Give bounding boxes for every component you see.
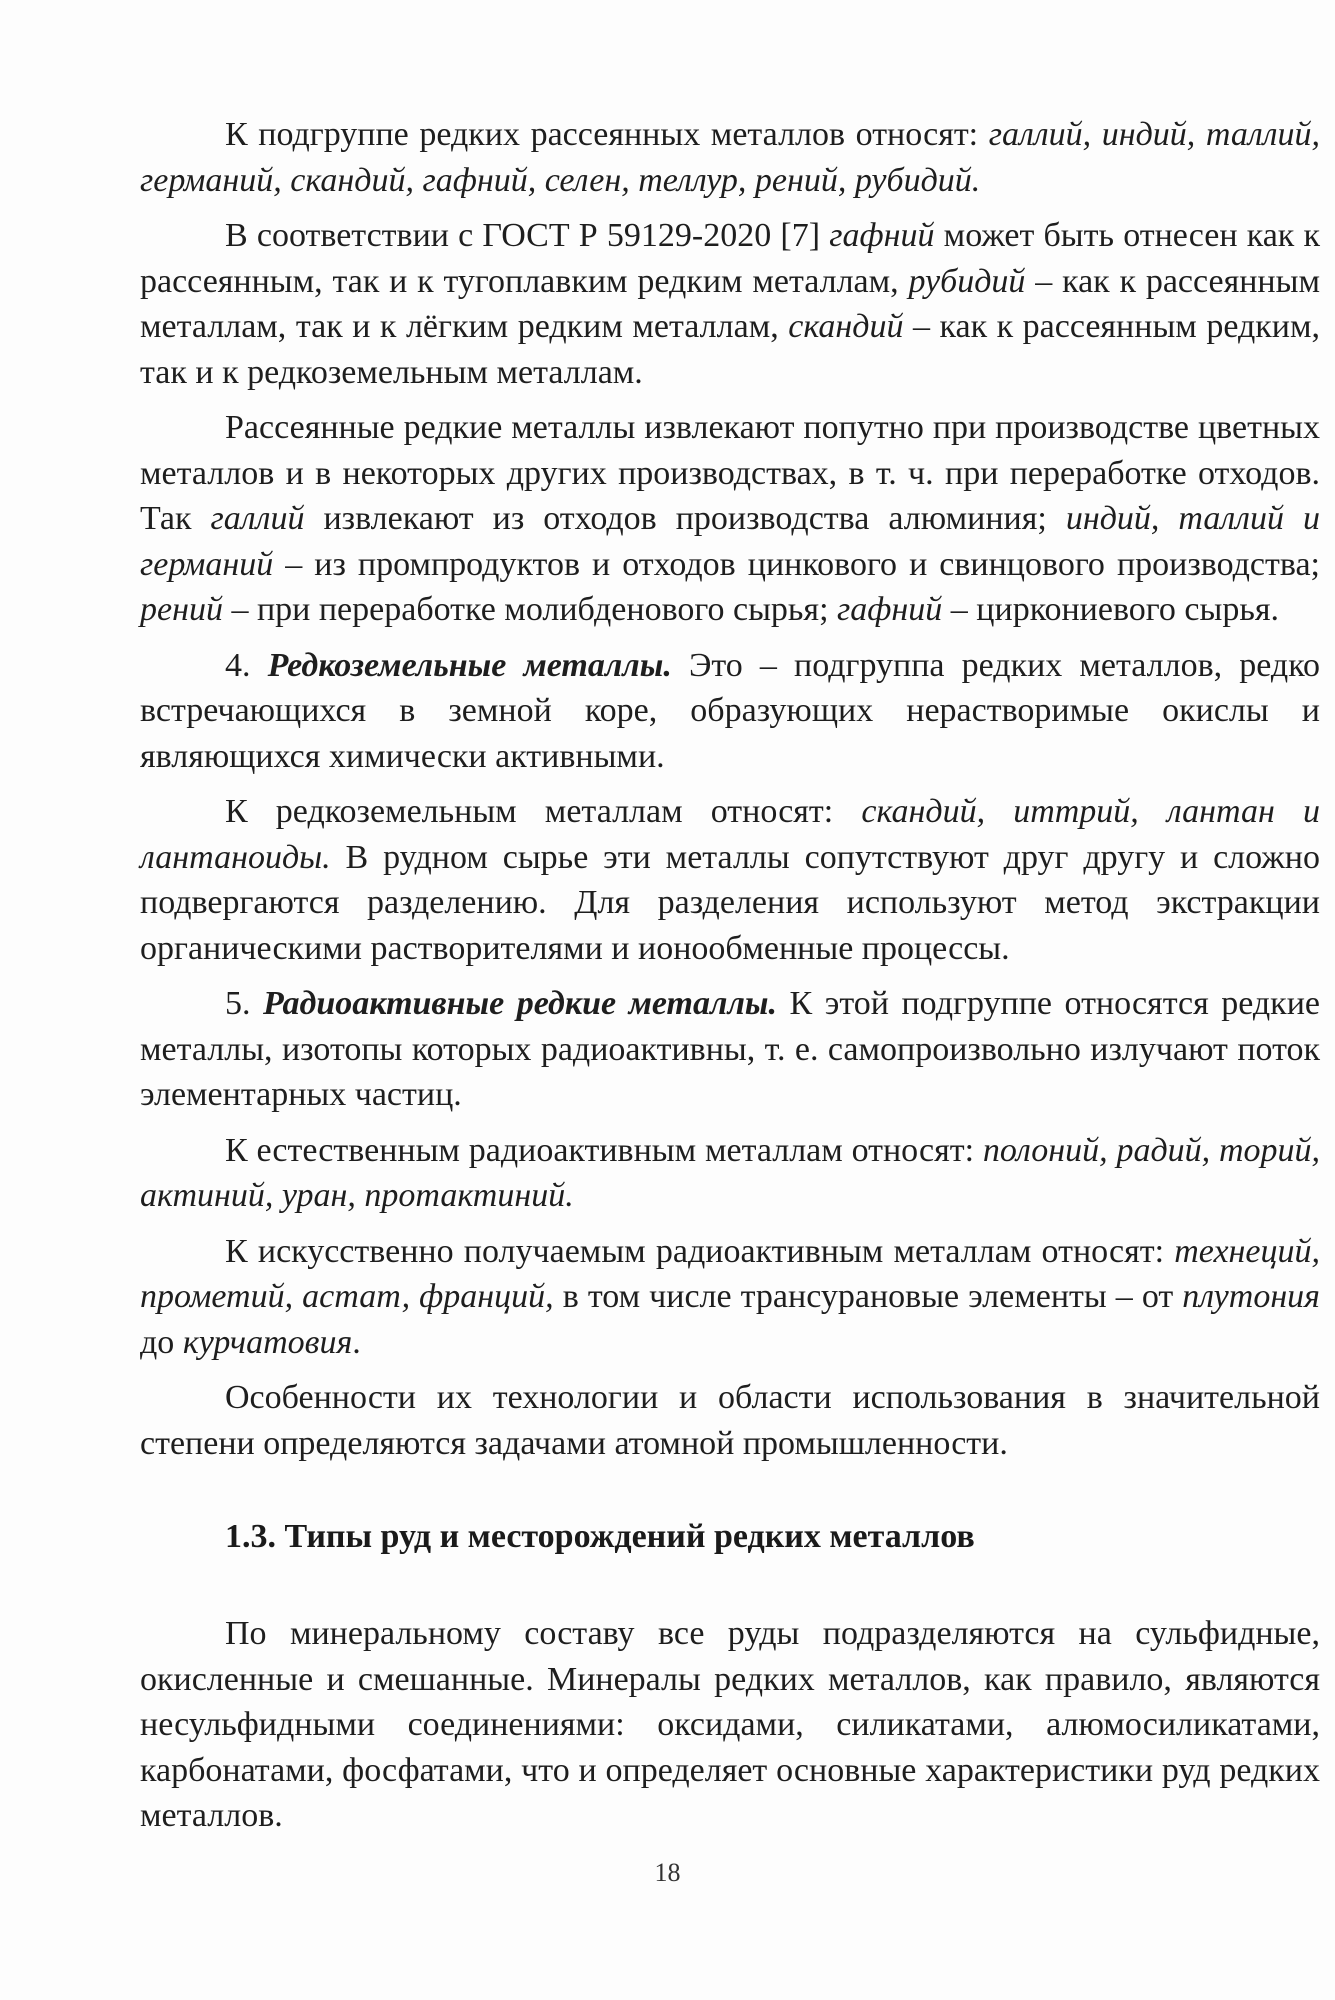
paragraph-7 <box>140 1128 1320 1219</box>
text-run: – как к рассеянным редким, так и к редкоземельным металлам. <box>140 308 1320 391</box>
italic-run: полоний, радий, торий, актиний, уран, протактиний. <box>140 1131 1320 1214</box>
paragraph-1 <box>140 112 1320 203</box>
italic-run: плутония <box>1182 1278 1320 1315</box>
text-run: В рудном сырье эти металлы сопутствуют друг другу и сложно подвергаются разделению. Для разделения используют метод экстракции органическими растворителями и ионообменные процессы. <box>140 838 1320 967</box>
text-run: В соответствии с ГОСТ Р 59129-2020 [7] <box>225 217 830 254</box>
text-run: К искусственно получаемым радиоактивным металлам относят: <box>225 1232 1175 1270</box>
text-run: К редкоземельным металлам относят: <box>225 793 862 830</box>
italic-run: рубидий <box>908 262 1026 300</box>
italic-run: галлий <box>210 500 305 537</box>
italic-run: скандий <box>788 308 904 345</box>
bold-italic-run: Редкоземельные металлы. <box>267 646 672 684</box>
paragraph-6 <box>140 981 1320 1118</box>
text-run: – из промпродуктов и отходов цинкового и свинцового производства; <box>273 545 1320 583</box>
text-run: По минеральному составу все руды подразделяются на сульфидные, окисленные и смешанные. Минералы редких металлов, как правило, являются несульфидными соединениями: оксидами, силикатами, алюмосиликатами, карбонатами, фосфатами, что и определяет основные характеристики руд редких металлов. <box>140 1615 1320 1834</box>
text-run: в том числе трансурановые элементы – от <box>553 1278 1183 1315</box>
text-run: К этой подгруппе относятся редкие металлы, изотопы которых радиоактивны, т. е. самопроизвольно излучают поток элементарных частиц. <box>140 985 1320 1113</box>
italic-run: галлий, индий, таллий, германий, скандий, гафний, селен, теллур, рений, рубидий. <box>140 116 1320 199</box>
italic-run: скандий, иттрий, лантан и лантаноиды. <box>140 793 1320 876</box>
paragraph-5 <box>140 789 1320 971</box>
italic-run: курчатовия <box>182 1323 353 1361</box>
section-heading: 1.3. Типы руд и месторождений редких металлов <box>225 1518 975 1555</box>
text-run: Рассеянные редкие металлы извлекают попутно при производстве цветных металлов и в некоторых других производствах, в т. ч. при переработке отходов. Так <box>140 409 1320 537</box>
text-run: до <box>140 1323 183 1361</box>
paragraph-3 <box>140 405 1320 633</box>
paragraph-4 <box>140 643 1320 780</box>
text-run: Это – подгруппа редких металлов, редко встречающихся в земной коре, образующих нерастворимые окислы и являющихся химически активными. <box>140 646 1321 775</box>
list-number: 4. <box>225 646 268 684</box>
italic-run: индий, таллий и германий <box>140 500 1320 583</box>
text-run: К подгруппе редких рассеянных металлов относят: <box>225 116 989 153</box>
text-run: Особенности их технологии и области использования в значительной степени определяются задачами атомной промышленности. <box>140 1379 1320 1462</box>
italic-run: гафний <box>829 217 935 254</box>
paragraph-2 <box>140 213 1320 395</box>
text-run: может быть отнесен как к рассеянным, так и к тугоплавким редким металлам, <box>140 217 1321 300</box>
page-number: 18 <box>654 1858 681 1887</box>
text-run: – циркониевого сырья. <box>942 591 1279 628</box>
text-run: извлекают из отходов производства алюминия; <box>304 500 1066 537</box>
paragraph-9 <box>140 1375 1320 1466</box>
text-run: – при переработке молибденового сырья; <box>222 591 838 628</box>
text-run: . <box>352 1323 361 1361</box>
text-run: – как к рассеянным металлам, так и к лёгким редким металлам, <box>140 262 1320 345</box>
italic-run: технеций, прометий, астат, франций, <box>140 1232 1320 1315</box>
text-run: К естественным радиоактивным металлам относят: <box>225 1131 983 1169</box>
italic-run: гафний <box>837 591 943 628</box>
bold-italic-run: Радиоактивные редкие металлы. <box>263 985 777 1022</box>
paragraph-8 <box>140 1229 1320 1366</box>
paragraph-10 <box>140 1611 1320 1839</box>
list-number: 5. <box>225 985 264 1022</box>
italic-run: рений <box>140 591 223 628</box>
text-body <box>140 112 1320 1849</box>
